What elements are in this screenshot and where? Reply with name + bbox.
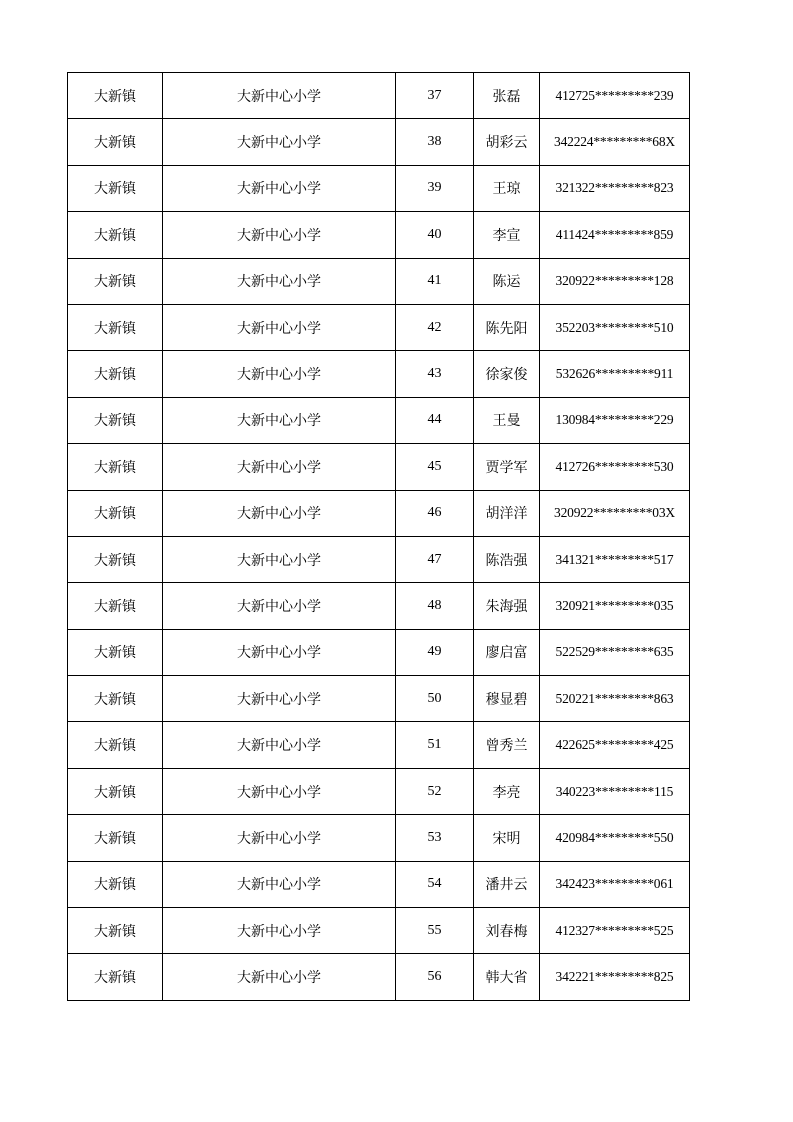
school-cell: 大新中心小学 <box>163 722 396 768</box>
table-row <box>68 351 690 397</box>
number-cell: 51 <box>396 722 474 768</box>
table-row <box>68 954 690 1000</box>
table-row <box>68 490 690 536</box>
school-cell: 大新中心小学 <box>163 119 396 165</box>
name-cell: 胡彩云 <box>474 119 540 165</box>
id-number-cell: 412327*********525 <box>540 908 690 954</box>
town-cell: 大新镇 <box>68 908 163 954</box>
table-row <box>68 258 690 304</box>
school-cell: 大新中心小学 <box>163 490 396 536</box>
name-cell: 王曼 <box>474 397 540 443</box>
id-number-cell: 342423*********061 <box>540 861 690 907</box>
id-number-cell: 411424*********859 <box>540 212 690 258</box>
number-cell: 52 <box>396 768 474 814</box>
name-cell: 张磊 <box>474 73 540 119</box>
id-number-cell: 420984*********550 <box>540 815 690 861</box>
town-cell: 大新镇 <box>68 536 163 582</box>
school-cell: 大新中心小学 <box>163 212 396 258</box>
table-row <box>68 73 690 119</box>
name-cell: 廖启富 <box>474 629 540 675</box>
id-number-cell: 340223*********115 <box>540 768 690 814</box>
number-cell: 56 <box>396 954 474 1000</box>
table-row <box>68 722 690 768</box>
table-row <box>68 676 690 722</box>
number-cell: 38 <box>396 119 474 165</box>
school-cell: 大新中心小学 <box>163 815 396 861</box>
town-cell: 大新镇 <box>68 629 163 675</box>
town-cell: 大新镇 <box>68 444 163 490</box>
name-cell: 刘春梅 <box>474 908 540 954</box>
id-number-cell: 342221*********825 <box>540 954 690 1000</box>
school-cell: 大新中心小学 <box>163 258 396 304</box>
id-number-cell: 320921*********035 <box>540 583 690 629</box>
id-number-cell: 321322*********823 <box>540 165 690 211</box>
town-cell: 大新镇 <box>68 397 163 443</box>
school-cell: 大新中心小学 <box>163 397 396 443</box>
name-cell: 徐家俊 <box>474 351 540 397</box>
school-cell: 大新中心小学 <box>163 583 396 629</box>
town-cell: 大新镇 <box>68 861 163 907</box>
id-number-cell: 520221*********863 <box>540 676 690 722</box>
town-cell: 大新镇 <box>68 676 163 722</box>
number-cell: 39 <box>396 165 474 211</box>
town-cell: 大新镇 <box>68 722 163 768</box>
number-cell: 37 <box>396 73 474 119</box>
name-cell: 王琼 <box>474 165 540 211</box>
school-cell: 大新中心小学 <box>163 676 396 722</box>
number-cell: 49 <box>396 629 474 675</box>
number-cell: 55 <box>396 908 474 954</box>
id-number-cell: 352203*********510 <box>540 304 690 350</box>
school-cell: 大新中心小学 <box>163 165 396 211</box>
school-cell: 大新中心小学 <box>163 861 396 907</box>
table-row <box>68 304 690 350</box>
number-cell: 41 <box>396 258 474 304</box>
number-cell: 42 <box>396 304 474 350</box>
town-cell: 大新镇 <box>68 258 163 304</box>
number-cell: 53 <box>396 815 474 861</box>
town-cell: 大新镇 <box>68 954 163 1000</box>
name-cell: 贾学军 <box>474 444 540 490</box>
table-row <box>68 119 690 165</box>
name-cell: 曾秀兰 <box>474 722 540 768</box>
roster-table <box>67 72 690 1001</box>
town-cell: 大新镇 <box>68 165 163 211</box>
name-cell: 宋明 <box>474 815 540 861</box>
town-cell: 大新镇 <box>68 119 163 165</box>
table-row <box>68 861 690 907</box>
school-cell: 大新中心小学 <box>163 908 396 954</box>
town-cell: 大新镇 <box>68 212 163 258</box>
name-cell: 潘井云 <box>474 861 540 907</box>
id-number-cell: 412726*********530 <box>540 444 690 490</box>
number-cell: 44 <box>396 397 474 443</box>
table-row <box>68 908 690 954</box>
number-cell: 47 <box>396 536 474 582</box>
table-row <box>68 397 690 443</box>
number-cell: 50 <box>396 676 474 722</box>
table-row <box>68 629 690 675</box>
id-number-cell: 422625*********425 <box>540 722 690 768</box>
table-row <box>68 165 690 211</box>
roster-table-body <box>68 73 690 1001</box>
number-cell: 45 <box>396 444 474 490</box>
name-cell: 李宣 <box>474 212 540 258</box>
id-number-cell: 412725*********239 <box>540 73 690 119</box>
table-row <box>68 212 690 258</box>
town-cell: 大新镇 <box>68 73 163 119</box>
school-cell: 大新中心小学 <box>163 536 396 582</box>
town-cell: 大新镇 <box>68 815 163 861</box>
number-cell: 43 <box>396 351 474 397</box>
table-row <box>68 768 690 814</box>
town-cell: 大新镇 <box>68 768 163 814</box>
school-cell: 大新中心小学 <box>163 304 396 350</box>
school-cell: 大新中心小学 <box>163 444 396 490</box>
id-number-cell: 532626*********911 <box>540 351 690 397</box>
town-cell: 大新镇 <box>68 304 163 350</box>
school-cell: 大新中心小学 <box>163 768 396 814</box>
id-number-cell: 342224*********68X <box>540 119 690 165</box>
table-row <box>68 444 690 490</box>
name-cell: 陈先阳 <box>474 304 540 350</box>
town-cell: 大新镇 <box>68 490 163 536</box>
table-row <box>68 815 690 861</box>
school-cell: 大新中心小学 <box>163 351 396 397</box>
name-cell: 朱海强 <box>474 583 540 629</box>
table-row <box>68 583 690 629</box>
town-cell: 大新镇 <box>68 351 163 397</box>
school-cell: 大新中心小学 <box>163 629 396 675</box>
name-cell: 胡洋洋 <box>474 490 540 536</box>
number-cell: 54 <box>396 861 474 907</box>
number-cell: 48 <box>396 583 474 629</box>
number-cell: 40 <box>396 212 474 258</box>
name-cell: 陈运 <box>474 258 540 304</box>
school-cell: 大新中心小学 <box>163 73 396 119</box>
id-number-cell: 320922*********03X <box>540 490 690 536</box>
name-cell: 陈浩强 <box>474 536 540 582</box>
table-row <box>68 536 690 582</box>
id-number-cell: 320922*********128 <box>540 258 690 304</box>
id-number-cell: 341321*********517 <box>540 536 690 582</box>
name-cell: 李亮 <box>474 768 540 814</box>
town-cell: 大新镇 <box>68 583 163 629</box>
name-cell: 韩大省 <box>474 954 540 1000</box>
number-cell: 46 <box>396 490 474 536</box>
name-cell: 穆显碧 <box>474 676 540 722</box>
id-number-cell: 522529*********635 <box>540 629 690 675</box>
school-cell: 大新中心小学 <box>163 954 396 1000</box>
id-number-cell: 130984*********229 <box>540 397 690 443</box>
